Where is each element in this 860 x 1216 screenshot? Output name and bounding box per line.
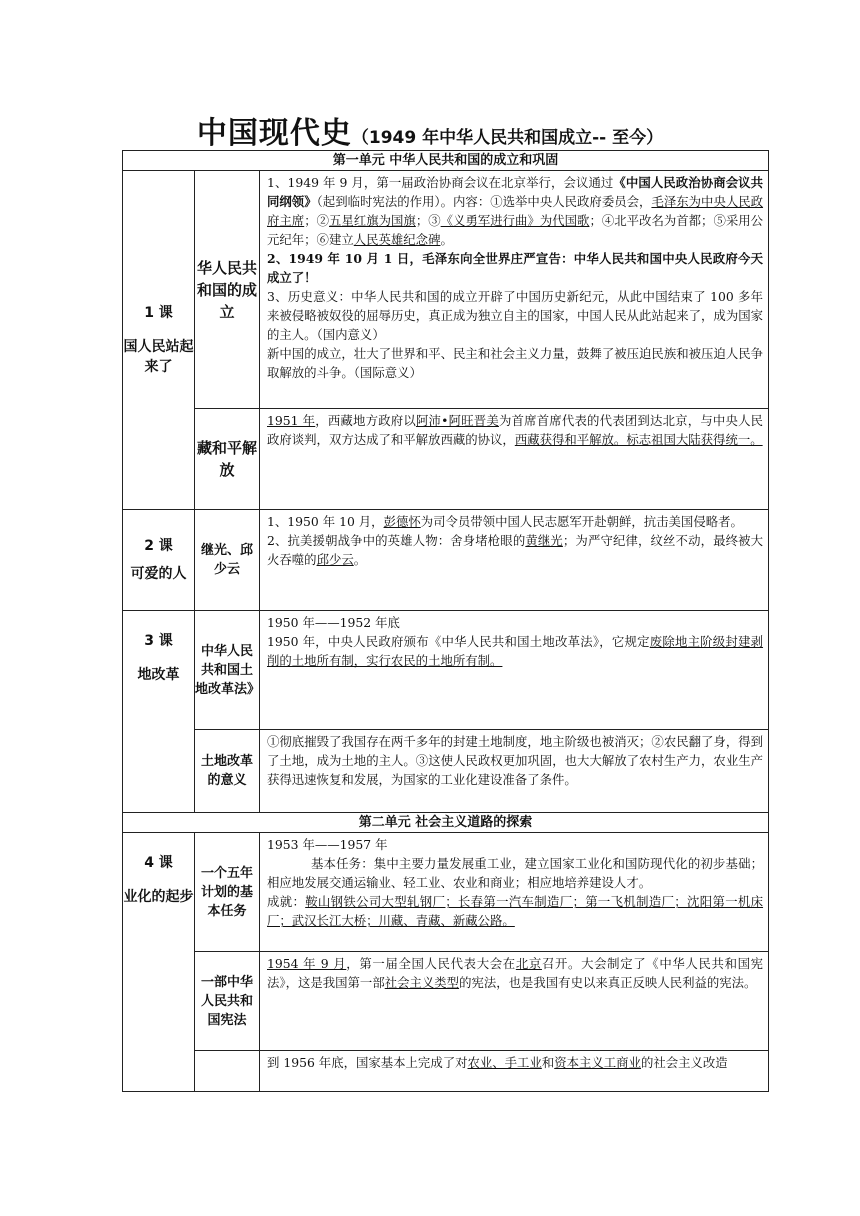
text: 的社会主义改造 (640, 1055, 728, 1070)
text: 农业、手工业 (467, 1055, 542, 1070)
table-row (123, 510, 769, 611)
text: 黄继光 (525, 533, 563, 548)
title-main: 中国现代史 (196, 116, 352, 151)
text: ；② (304, 213, 330, 228)
text: ；③ (415, 213, 441, 228)
text: ；④北平改名为首都；⑤采用公元纪年；⑥建立 (267, 213, 764, 247)
content-constitution (260, 952, 769, 1051)
text: 阿沛•阿旺晋美 (415, 413, 499, 428)
text: 2、1949 年 10 月 1 日，毛泽东向全世界庄严宣告：中华人民共和国中央人民政府今天成立了！ (267, 251, 764, 285)
text: 西藏获得和平解放。标志祖国大陆获得统一。 (514, 432, 763, 447)
text: 1、1949 年 9 月，第一届政治协商会议在北京举行，会议通过 (267, 175, 614, 190)
page-title (0, 108, 860, 152)
topic-land-law: 中华人民共和国土地改革法》 (195, 611, 260, 730)
text: 和 (541, 1055, 555, 1070)
text: （起到临时宪法的作用）。内容：①选举中央人民政府委员会， (316, 194, 652, 209)
text: 1951 年 (267, 413, 316, 428)
text: 五星红旗为国旗 (329, 213, 416, 228)
table-row (123, 952, 769, 1051)
content-land-significance (260, 730, 769, 813)
lesson-4 (123, 833, 195, 1092)
text: 废除地主阶级封建剥削的土地所有制，实行农民的土地所有制。 (267, 634, 764, 668)
table-row (123, 730, 769, 813)
text: 《中国人民政治协商会议共同纲领》 (267, 175, 764, 209)
topic-constitution: 一部中华人民共和国宪法 (195, 952, 260, 1051)
text: ①彻底摧毁了我国存在两千多年的封建土地制度，地主阶级也被消灭；②农民翻了身，得到了土地，成为土地的主人。③这使人民政权更加巩固，也大大解放了农村生产力，农业生产获得迅速恢复和发展，为国家的工业化建设准备了条件。 (267, 734, 764, 787)
content-land-law (260, 611, 769, 730)
text: 资本主义工商业 (554, 1055, 641, 1070)
lesson-number: 3 课 (144, 633, 173, 649)
topic-founding: 华人民共和国的成立 (195, 171, 260, 409)
lesson-number: 4 课 (144, 855, 173, 871)
text: 为司令员带领中国人民志愿军开赴朝鲜，抗击美国侵略者。 (420, 514, 743, 529)
topic-empty (195, 1051, 260, 1092)
text: 的宪法，也是我国有史以来真正反映人民利益的宪法。 (459, 975, 757, 990)
table-row (123, 611, 769, 730)
text: 《义勇军进行曲》为代国歌 (440, 213, 590, 228)
lesson-name: 可爱的人 (130, 566, 187, 582)
content-tibet (260, 409, 769, 510)
text: 1、1950 年 10 月， (267, 514, 384, 529)
text: 。 (353, 552, 367, 567)
content-five-year-plan (260, 833, 769, 952)
text: 。 (440, 232, 453, 247)
lesson-3 (123, 611, 195, 813)
text: 召开。大会制定了《中华人民共和国宪法》，这是我国第一部 (267, 956, 764, 990)
text: 彭德怀 (383, 514, 421, 529)
text: 邱少云 (316, 552, 354, 567)
lesson-number: 2 课 (144, 538, 173, 554)
content-founding (260, 171, 769, 409)
table-row (123, 171, 769, 409)
content-transformation (260, 1051, 769, 1092)
lesson-name: 业化的起步 (123, 889, 194, 905)
text: 北京 (515, 956, 542, 971)
topic-heroes: 继光、邱少云 (195, 510, 260, 611)
text: 基本任务：集中主要力量发展重工业，建立国家工业化和国防现代化的初步基础；相应地发展交通运输业、轻工业、农业和商业；相应地培养建设人才。 (267, 856, 764, 890)
topic-land-significance: 土地改革的意义 (195, 730, 260, 813)
content-heroes (260, 510, 769, 611)
text: 人民英雄纪念碑 (353, 232, 441, 247)
text: 1954 年 9 月 (267, 956, 347, 971)
text: 1953 年——1957 年 (267, 837, 388, 852)
text: 新中国的成立，壮大了世界和平、民主和社会主义力量，鼓舞了被压迫民族和被压迫人民争取解放的斗争。（国际意义） (267, 346, 764, 380)
text: 社会主义类型 (384, 975, 460, 990)
text: ，西藏地方政府以 (315, 413, 416, 428)
text: 鞍山钢铁公司大型轧钢厂；长春第一汽车制造厂；第一飞机制造厂；沈阳第一机床厂；武汉长江大桥；川藏、青藏、新藏公路。 (267, 894, 764, 928)
lesson-name: 地改革 (137, 667, 180, 683)
unit-row (123, 151, 769, 171)
title-sub: （1949 年中华人民共和国成立-- 至今） (351, 128, 664, 148)
topic-five-year-plan: 一个五年计划的基本任务 (195, 833, 260, 952)
lesson-name: 国人民站起来了 (123, 339, 194, 375)
text: 毛泽东为中央人民政府主席 (267, 194, 764, 228)
unit2-heading: 第二单元 社会主义道路的探索 (123, 813, 769, 833)
text: 2、抗美援朝战争中的英雄人物：舍身堵枪眼的 (267, 533, 526, 548)
lesson-2 (123, 510, 195, 611)
lesson-number: 1 课 (144, 305, 173, 321)
text: ，第一届全国人民代表大会在 (346, 956, 516, 971)
table-row (123, 409, 769, 510)
text: 1950 年——1952 年底 (267, 615, 400, 630)
topic-tibet: 藏和平解放 (195, 409, 260, 510)
table-row (123, 1051, 769, 1092)
text: ；为严守纪律，纹丝不动，最终被大火吞噬的 (267, 533, 764, 567)
text: 到 1956 年底，国家基本上完成了对 (267, 1055, 468, 1070)
unit-row (123, 813, 769, 833)
text: 3、历史意义：中华人民共和国的成立开辟了中国历史新纪元，从此中国结束了 100 多年来被侵略被奴役的屈辱历史，真正成为独立自主的国家，中国人民从此站起来了，成为国家的主人。（国内意义） (267, 289, 764, 342)
lesson-1 (123, 171, 195, 510)
unit1-heading: 第一单元 中华人民共和国的成立和巩固 (123, 151, 769, 171)
table-row (123, 833, 769, 952)
text: 为首席首席代表的代表团到达北京，与中央人民政府谈判，双方达成了和平解放西藏的协议， (267, 413, 764, 447)
text: 成就： (267, 894, 306, 909)
text: 1950 年，中央人民政府颁布《中华人民共和国土地改革法》，它规定 (267, 634, 650, 649)
history-table (122, 150, 769, 1092)
